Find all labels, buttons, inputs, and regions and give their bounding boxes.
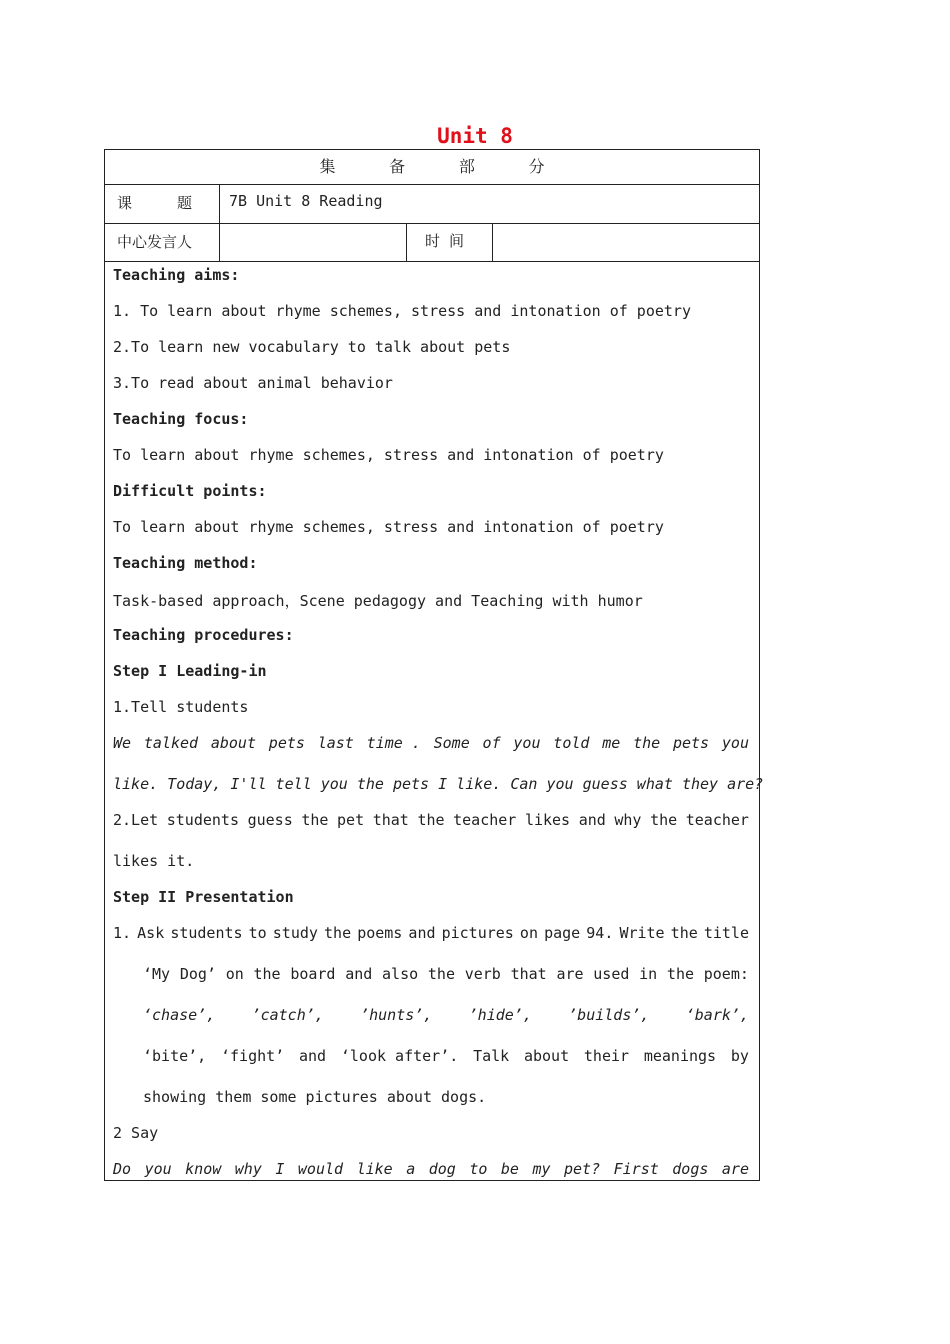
- header-char: 分: [528, 157, 545, 176]
- page-title: Unit 8: [437, 124, 513, 148]
- focus-text: To learn about rhyme schemes, stress and intonation of poetry: [113, 446, 664, 464]
- word: why: [614, 811, 642, 829]
- aim-item: 1. To learn about rhyme schemes, stress and intonation of poetry: [113, 302, 691, 320]
- table-header-row: [105, 150, 759, 185]
- word: 94.: [586, 924, 614, 942]
- word: know: [185, 1160, 222, 1178]
- word: that: [372, 811, 409, 829]
- word: ’builds’,: [568, 1006, 650, 1024]
- speaker-label: 中心发言人: [117, 233, 193, 251]
- difficult-text: To learn about rhyme schemes, stress and intonation of poetry: [113, 518, 664, 536]
- word: like: [356, 1160, 393, 1178]
- word: likes: [524, 811, 571, 829]
- word: ’hide’,: [468, 1006, 532, 1024]
- step2-quote-line: [113, 1160, 749, 1178]
- word: pet?: [564, 1160, 601, 1178]
- aim-item: 3.To read about animal behavior: [113, 374, 393, 392]
- word: and: [345, 965, 373, 983]
- divider: [219, 224, 220, 261]
- word: 2.Let: [113, 811, 159, 829]
- step2-heading: Step II Presentation: [113, 888, 294, 906]
- divider: [406, 224, 407, 261]
- word: We: [113, 734, 132, 752]
- word: ‘look after’.: [340, 1047, 459, 1065]
- word: you: [144, 1160, 172, 1178]
- word: a: [406, 1160, 416, 1178]
- word: in: [639, 965, 658, 983]
- time-label: 时 间: [425, 232, 465, 250]
- lesson-plan-table: [104, 149, 764, 1181]
- lesson-row: [105, 185, 759, 224]
- word: be: [500, 1160, 519, 1178]
- header-char: 备: [389, 157, 406, 176]
- word: would: [297, 1160, 344, 1178]
- word: you: [513, 734, 541, 752]
- header-char: 部: [458, 157, 475, 176]
- word: used: [593, 965, 630, 983]
- word: verb: [464, 965, 501, 983]
- step1-item-line: likes it.: [113, 852, 195, 870]
- word: on: [225, 965, 244, 983]
- step2-item-line: [113, 924, 749, 942]
- procedures-heading: Teaching procedures:: [113, 626, 294, 644]
- word: dog: [428, 1160, 456, 1178]
- word: ‘bark’,: [685, 1006, 749, 1024]
- word: teacher: [685, 811, 749, 829]
- word: told: [553, 734, 590, 752]
- word: Some: [433, 734, 470, 752]
- word: the: [427, 965, 455, 983]
- method-heading: Teaching method:: [113, 554, 258, 572]
- divider: [219, 185, 220, 223]
- word: of: [482, 734, 501, 752]
- word: and: [408, 924, 436, 942]
- word: the: [324, 924, 352, 942]
- header-char: 集: [319, 157, 336, 176]
- word: on: [519, 924, 538, 942]
- step2-item-line: showing them some pictures about dogs.: [143, 1088, 487, 1106]
- word: teacher: [453, 811, 517, 829]
- aim-item: 2.To learn new vocabulary to talk about pets: [113, 338, 511, 356]
- word: the: [650, 811, 678, 829]
- word: the: [301, 811, 329, 829]
- method-text: Task-based approach，Scene pedagogy and Teaching with humor: [113, 592, 643, 610]
- word: their: [583, 1047, 630, 1065]
- word: poems: [357, 924, 403, 942]
- word: page: [544, 924, 581, 942]
- word: pets: [268, 734, 305, 752]
- word: guess: [247, 811, 293, 829]
- step2-item-line: [143, 965, 749, 983]
- word: the: [417, 811, 445, 829]
- word: ‘My: [143, 965, 171, 983]
- step2-item: 2 Say: [113, 1124, 159, 1142]
- word: I: [275, 1160, 285, 1178]
- word: you: [721, 734, 749, 752]
- step2-item-line: [143, 1047, 749, 1065]
- word: about: [210, 734, 256, 752]
- lesson-value: 7B Unit 8 Reading: [229, 192, 383, 210]
- word: my: [532, 1160, 551, 1178]
- word: about: [523, 1047, 570, 1065]
- word: Talk: [473, 1047, 510, 1065]
- word: last: [317, 734, 354, 752]
- word: Dog’: [179, 965, 216, 983]
- word: Ask: [137, 924, 165, 942]
- word: the: [253, 965, 281, 983]
- lesson-label: 课 题: [117, 194, 193, 212]
- word: dogs: [672, 1160, 709, 1178]
- step1-heading: Step I Leading-in: [113, 662, 267, 680]
- step1-item: 1.Tell students: [113, 698, 249, 716]
- word: and: [299, 1047, 327, 1065]
- word: the: [666, 965, 695, 983]
- aims-heading: Teaching aims:: [113, 266, 240, 284]
- word: ‘bite’,: [143, 1047, 207, 1065]
- step1-quote-line: like. Today, I'll tell you the pets I like. Can you guess what they are?: [113, 775, 764, 793]
- word: First: [613, 1160, 659, 1178]
- word: are: [556, 965, 584, 983]
- difficult-heading: Difficult points:: [113, 482, 267, 500]
- word: students: [170, 924, 243, 942]
- divider: [492, 224, 493, 261]
- focus-heading: Teaching focus:: [113, 410, 249, 428]
- word: talked: [143, 734, 199, 752]
- word: why: [234, 1160, 262, 1178]
- speaker-row: [105, 224, 759, 262]
- step1-item-line: [113, 811, 749, 829]
- word: title: [703, 924, 749, 942]
- step2-item-line: [143, 1006, 749, 1024]
- word: also: [382, 965, 419, 983]
- word: meanings: [643, 1047, 717, 1065]
- word: board: [290, 965, 336, 983]
- step1-quote-line: [113, 734, 749, 752]
- word: pets: [672, 734, 710, 752]
- word: by: [730, 1047, 749, 1065]
- word: 1.: [113, 924, 132, 942]
- word: students: [166, 811, 239, 829]
- word: to: [469, 1160, 488, 1178]
- word: study: [272, 924, 318, 942]
- word: Do: [113, 1160, 132, 1178]
- word: me: [602, 734, 621, 752]
- word: the: [633, 734, 661, 752]
- word: pictures: [441, 924, 514, 942]
- word: that: [510, 965, 547, 983]
- word: ’catch’,: [251, 1006, 324, 1024]
- word: time .: [366, 734, 421, 752]
- word: Write: [619, 924, 665, 942]
- word: poem:: [703, 965, 749, 983]
- word: and: [578, 811, 606, 829]
- word: to: [248, 924, 267, 942]
- word: are: [721, 1160, 749, 1178]
- word: ‘chase’,: [143, 1006, 216, 1024]
- word: ‘fight’: [221, 1047, 285, 1065]
- word: ’hunts’,: [360, 1006, 433, 1024]
- word: the: [670, 924, 698, 942]
- word: pet: [337, 811, 365, 829]
- section-header: [105, 154, 759, 177]
